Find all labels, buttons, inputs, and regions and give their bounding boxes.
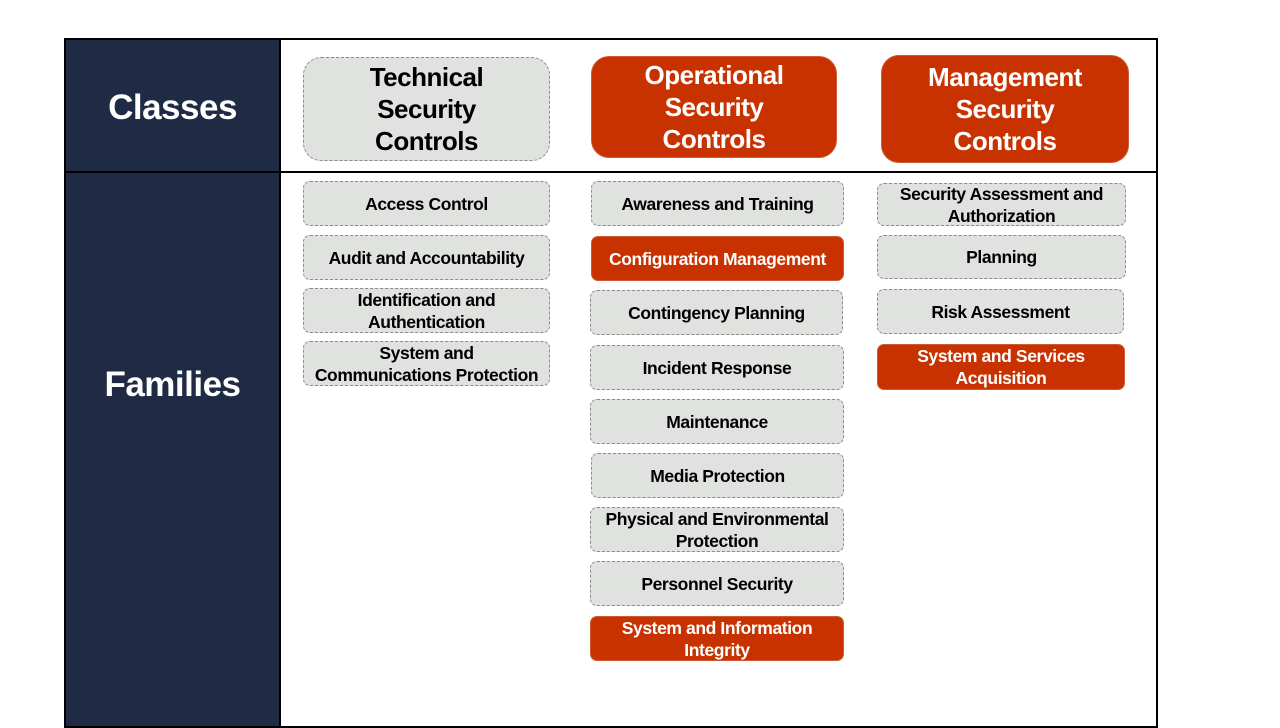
- class-operational-security-controls: Operational Security Controls: [591, 56, 837, 158]
- column-divider: [279, 38, 281, 728]
- family-system-and-information-integrity: System and Information Integrity: [590, 616, 844, 661]
- family-access-control: Access Control: [303, 181, 550, 226]
- families-row-label: Families: [104, 365, 241, 404]
- family-media-protection: Media Protection: [591, 453, 844, 498]
- class-technical-security-controls: Technical Security Controls: [303, 57, 550, 161]
- family-identification-and-authentication: Identification and Authentication: [303, 288, 550, 333]
- family-security-assessment-and-authorization: Security Assessment and Authorization: [877, 183, 1126, 226]
- class-management-security-controls: Management Security Controls: [881, 55, 1129, 163]
- family-personnel-security: Personnel Security: [590, 561, 844, 606]
- family-maintenance: Maintenance: [590, 399, 844, 444]
- family-risk-assessment: Risk Assessment: [877, 289, 1124, 334]
- family-audit-and-accountability: Audit and Accountability: [303, 235, 550, 280]
- family-awareness-and-training: Awareness and Training: [591, 181, 844, 226]
- family-system-and-communications-protection: System and Communications Protection: [303, 341, 550, 386]
- classes-row-label: Classes: [108, 88, 237, 127]
- family-contingency-planning: Contingency Planning: [590, 290, 843, 335]
- family-planning: Planning: [877, 235, 1126, 279]
- family-configuration-management: Configuration Management: [591, 236, 844, 281]
- family-incident-response: Incident Response: [590, 345, 844, 390]
- family-physical-and-environmental-protection: Physical and Environmental Protection: [590, 507, 844, 552]
- row-divider: [64, 171, 1158, 173]
- family-system-and-services-acquisition: System and Services Acquisition: [877, 344, 1125, 390]
